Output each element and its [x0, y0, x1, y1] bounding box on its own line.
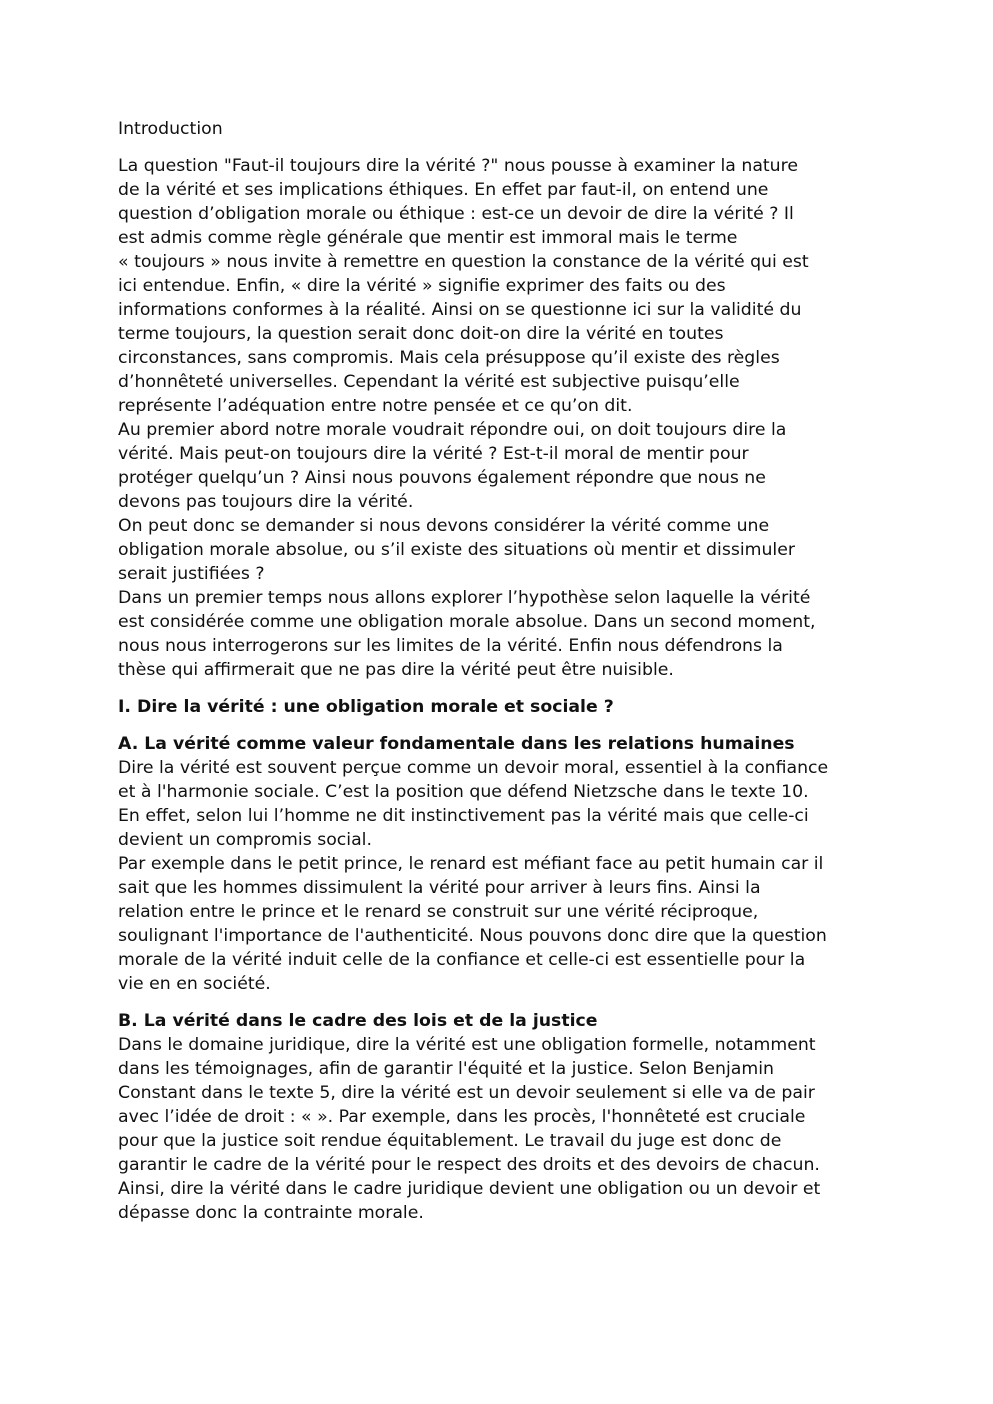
subsection-a-paragraph-2: Par exemple dans le petit prince, le renard est méfiant face au petit humain car il sait que les hommes dissimulent la vérité pour arriver à leurs fins. Ainsi la relation entre le prince et le renard se construit sur une vérité réciproque, soulignant l'importance de l'authenticité. Nous pouvons donc dire que la question morale de la vérité induit celle de la confiance et celle-ci est essentielle pour la vie en en société. — [118, 854, 827, 994]
introduction-heading: Introduction — [118, 119, 223, 139]
intro-paragraph-1: La question "Faut-il toujours dire la vérité ?" nous pousse à examiner la nature de la vérité et ses implications éthiques. En effet par faut-il, on entend une question d’obligation morale ou éthique : est-ce un devoir de dire la vérité ? Il est admis comme règle générale que mentir est immoral mais le terme « toujours » nous invite à remettre en question la constance de la vérité qui est ici entendue. Enfin, « dire la vérité » signifie exprimer des faits ou des informations conformes à la réalité. Ainsi on se questionne ici sur la validité du terme toujours, la question serait donc doit-on dire la vérité en toutes circonstances, sans compromis. Mais cela présuppose qu’il existe des règles d’honnêteté universelles. Cependant la vérité est subjective puisqu’elle représente l’adéquation entre notre pensée et ce qu’on dit. — [118, 156, 809, 416]
intro-paragraph-2: Au premier abord notre morale voudrait répondre oui, on doit toujours dire la vérité. Mais peut-on toujours dire la vérité ? Est-t-il moral de mentir pour protéger quelqu’un ? Ainsi nous pouvons également répondre que nous ne devons pas toujours dire la vérité. — [118, 420, 787, 512]
subsection-b-title: B. La vérité dans le cadre des lois et de la justice — [118, 1011, 598, 1031]
subsection-b-paragraph-1: Dans le domaine juridique, dire la vérité est une obligation formelle, notamment dans les témoignages, afin de garantir l'équité et la justice. Selon Benjamin Constant dans le texte 5, dire la vérité est un devoir seulement si elle va de pair avec l’idée de droit : « ». Par exemple, dans les procès, l'honnêteté est cruciale pour que la justice soit rendue équitablement. Le travail du juge est donc de garantir le cadre de la vérité pour le respect des droits et des devoirs de chacun. Ainsi, dire la vérité dans le cadre juridique devient une obligation ou un devoir et dépasse donc la contrainte morale. — [118, 1035, 821, 1223]
intro-paragraph-3: On peut donc se demander si nous devons considérer la vérité comme une obligation morale absolue, ou s’il existe des situations où mentir et dissimuler serait justifiées ? — [118, 516, 795, 584]
document-page — [118, 117, 898, 1225]
section-1-title: I. Dire la vérité : une obligation morale et sociale ? — [118, 697, 614, 717]
subsection-a-paragraph-1: Dire la vérité est souvent perçue comme un devoir moral, essentiel à la confiance et à l'harmonie sociale. C’est la position que défend Nietzsche dans le texte 10. En effet, selon lui l’homme ne dit instinctivement pas la vérité mais que celle-ci devient un compromis social. — [118, 758, 829, 850]
intro-paragraph-4: Dans un premier temps nous allons explorer l’hypothèse selon laquelle la vérité est considérée comme une obligation morale absolue. Dans un second moment, nous nous interrogerons sur les limites de la vérité. Enfin nous défendrons la thèse qui affirmerait que ne pas dire la vérité peut être nuisible. — [118, 588, 816, 680]
subsection-a-title: A. La vérité comme valeur fondamentale dans les relations humaines — [118, 734, 795, 754]
